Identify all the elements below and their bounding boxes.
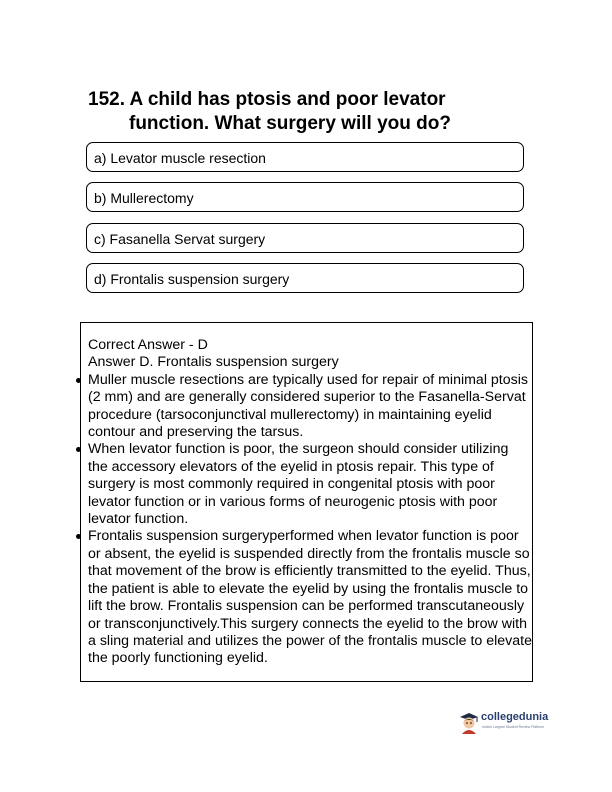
option-a[interactable]: a) Levator muscle resection xyxy=(86,142,524,172)
explanation-bullet-1: Muller muscle resections are typically used for repair of minimal ptosis (2 mm) and are generally considered superior to the Fasanella-Servat procedure (tarsoconjunctival mullerectomy) in maintaining eyelid contour and preserving the tarsus. xyxy=(88,372,532,442)
collegedunia-logo xyxy=(458,710,558,734)
option-d[interactable]: d) Frontalis suspension surgery xyxy=(86,263,524,293)
graduate-mascot-icon xyxy=(458,710,480,734)
explanation-bullet-3: Frontalis suspension surgeryperformed when levator function is poor or absent, the eyelid is suspended directly from the frontalis muscle so that movement of the brow is efficiently transmitted to the eyelid. Thus, the patient is able to elevate the eyelid by using the frontalis muscle to lift the brow. Frontalis suspension can be performed transcutaneously or transconjunctively.This surgery connects the eyelid to the brow with a sling material and utilizes the power of the frontalis muscle to elevate the poorly functioning eyelid. xyxy=(88,528,532,667)
explanation-bullet-2: When levator function is poor, the surgeon should consider utilizing the accessory elevators of the eyelid in ptosis repair. This type of surgery is most commonly required in congenital ptosis with poor levator function or in various forms of neurogenic ptosis with poor levator function. xyxy=(88,441,532,528)
correct-answer: Correct Answer - D xyxy=(88,337,208,353)
logo-name: collegedunia xyxy=(481,711,549,723)
logo-tagline: India's Largest Student Review Platform xyxy=(482,725,545,729)
question-line-2: function. What surgery will you do? xyxy=(129,113,451,134)
answer-title: Answer D. Frontalis suspension surgery xyxy=(88,354,339,371)
option-b[interactable]: b) Mullerectomy xyxy=(86,182,524,212)
answer-box xyxy=(80,322,533,682)
option-c[interactable]: c) Fasanella Servat surgery xyxy=(86,223,524,253)
question-title xyxy=(88,88,528,136)
answer-content xyxy=(88,337,532,668)
question-line-1: 152. A child has ptosis and poor levator xyxy=(88,89,446,110)
explanation-list xyxy=(88,372,532,668)
